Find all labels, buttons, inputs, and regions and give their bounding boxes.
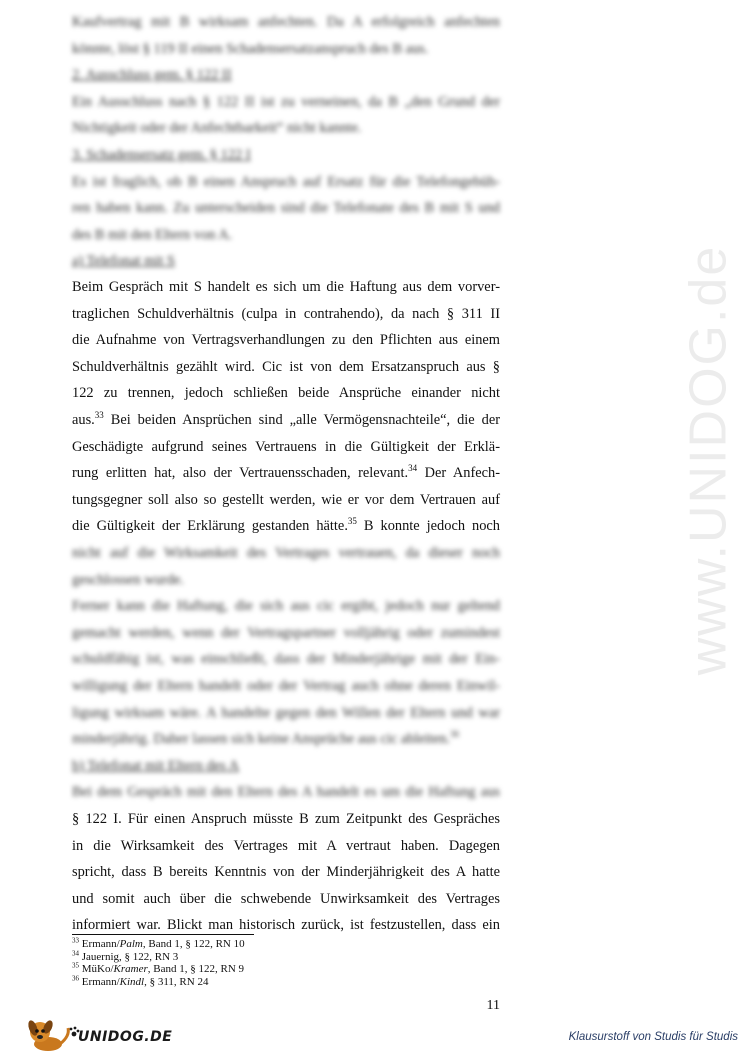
text-line [72, 513, 500, 540]
footnote-36 [72, 973, 500, 989]
text-line: Ferner kann die Haftung, die sich aus cic ergibt, jedoch nur geltend [72, 598, 500, 615]
text-line: ren haben kann. Zu unterscheiden sind die Telefonate des B mit S und [72, 200, 500, 217]
footnote-33 [72, 938, 500, 951]
footnotes [72, 938, 500, 988]
footnote-34 [72, 948, 500, 964]
watermark [668, 180, 748, 740]
text-fragment: Bei beiden Ansprüchen sind „alle Vermögensnachteile“, die der [103, 411, 500, 428]
footnote-number: 35 [72, 961, 79, 970]
text-line [72, 726, 500, 753]
text-fragment: die Gültigkeit der Erklärung gestanden hätte. [72, 518, 348, 535]
footnote-text: , Band 1, § 122, RN 9 [147, 963, 245, 975]
logo-text: UNIDOG.DE [78, 1029, 173, 1045]
footnote-ref-34[interactable]: 34 [408, 463, 418, 474]
text-line: Bei dem Gespräch mit den Eltern des A handelt es um die Haftung aus [72, 784, 500, 801]
text-fragment: aus. [72, 411, 95, 428]
footnote-35 [72, 963, 500, 976]
text-line: spricht, dass B bereits Kenntnis von der Minderjährigkeit des A hatte [72, 864, 500, 881]
subsection-heading-a: a) Telefonat mit S [72, 253, 176, 270]
footnote-number: 34 [72, 948, 79, 957]
watermark-text: www.UNIDOG.de [679, 244, 737, 676]
text-line [72, 407, 500, 434]
footnote-author: Kramer [113, 963, 148, 975]
text-line: des B mit den Eltern von A. [72, 226, 233, 243]
footnote-author: Kindl [119, 975, 145, 988]
text-fragment: B konnte jedoch noch [356, 518, 500, 535]
text-line: in die Wirksamkeit des Vertrages mit A vertraut haben. Dagegen [72, 837, 500, 854]
section-heading-2: 2. Ausschluss gem. § 122 II [72, 67, 232, 84]
text-line: ligung wirksam wäre. A handelte gegen den Willen der Eltern und war [72, 704, 500, 721]
text-line: nicht auf die Wirksamkeit des Vertrages vertrauen, da dieser noch [72, 545, 500, 561]
footnote-text: , Band 1, § 122, RN 10 [142, 938, 245, 950]
footnote-text: , § 311, RN 24 [144, 975, 209, 988]
text-line: traglichen Schuldverhältnis (culpa in contrahendo), da nach § 311 II [72, 305, 500, 322]
subsection-heading-b: b) Telefonat mit Eltern des A [72, 757, 239, 774]
footnote-text: Ermann/ [79, 975, 120, 988]
text-line: Ein Ausschluss nach § 122 II ist zu verneinen, da B „den Grund der [72, 93, 500, 110]
text-line: könnte, löst § 119 II einen Schadensersatzanspruch des B aus. [72, 40, 429, 57]
text-line: die Aufnahme von Vertragsverhandlungen zu den Pflichten aus einem [72, 332, 500, 349]
text-line: gemacht werden, wenn der Vertragspartner volljährig oder zumindest [72, 624, 500, 641]
footnote-ref-33[interactable]: 33 [94, 410, 104, 421]
footnote-text: Ermann/ [79, 938, 120, 950]
text-fragment: Der Anfech- [417, 465, 500, 482]
dog-mascot-icon [24, 1014, 80, 1054]
text-line: Geschädigte aufgrund seines Vertrauens in die Gültigkeit der Erklä- [72, 438, 500, 455]
footnote-number: 36 [72, 973, 79, 982]
tagline: Klausurstoff von Studis für Studis [568, 1031, 738, 1043]
text-line: Nichtigkeit oder der Anfechtbarkeit“ nicht kannte. [72, 120, 362, 137]
text-line: Kaufvertrag mit B wirksam anfechten. Da A erfolgreich anfechten [72, 14, 500, 30]
text-fragment: minderjährig. Daher lassen sich keine Ansprüche aus cic ableiten. [72, 731, 451, 748]
text-fragment: rung erlitten hat, also der Vertrauensschaden, relevant. [72, 465, 409, 482]
text-line: § 122 I. Für einen Anspruch müsste B zum Zeitpunkt des Gespräches [72, 811, 500, 827]
blurred-middle [72, 540, 500, 806]
text-line: informiert war. Blickt man historisch zurück, ist festzustellen, dass ein [72, 917, 500, 934]
text-line: Es ist fraglich, ob B einen Anspruch auf Ersatz für die Telefongebüh- [72, 173, 500, 190]
text-line: Schuldverhältnis gezählt wird. Cic ist von dem Ersatzanspruch aus § [72, 358, 500, 375]
text-line: geschlossen wurde. [72, 571, 184, 588]
text-line: und somit auch über die schwebende Unwirksamkeit des Vertrages [72, 890, 500, 907]
text-line: Beim Gespräch mit S handelt es sich um die Haftung aus dem vorver- [72, 279, 500, 295]
paragraph-telefonat-eltern [72, 806, 500, 939]
page-number: 11 [486, 998, 500, 1013]
footnote-ref-35[interactable]: 35 [347, 516, 357, 527]
paragraph-telefonat-s [72, 274, 500, 540]
text-line: schuldfähig ist, was einschließt, dass der Minderjährige mit der Ein- [72, 651, 500, 668]
footnote-number: 33 [72, 936, 79, 945]
text-line: willigung der Eltern handelt oder der Vertrag auch ohne deren Einwil- [72, 677, 500, 694]
footnote-divider [72, 934, 254, 935]
blurred-intro [72, 9, 500, 275]
text-line: tungsgegner soll also so gestellt werden, wie er vor dem Vertrauen auf [72, 491, 500, 508]
unidog-logo[interactable] [24, 1014, 173, 1054]
footnote-author: Palm [119, 938, 143, 950]
footnote-ref-36: 36 [450, 729, 460, 740]
text-line [72, 460, 500, 487]
text-line: 122 zu trennen, jedoch schließen beide Ansprüche einander nicht [72, 385, 500, 402]
footnote-text: MüKo/ [79, 963, 114, 975]
section-heading-3: 3. Schadensersatz gem. § 122 I [72, 146, 251, 163]
footnote-text: Jauernig, § 122, RN 3 [79, 950, 179, 963]
